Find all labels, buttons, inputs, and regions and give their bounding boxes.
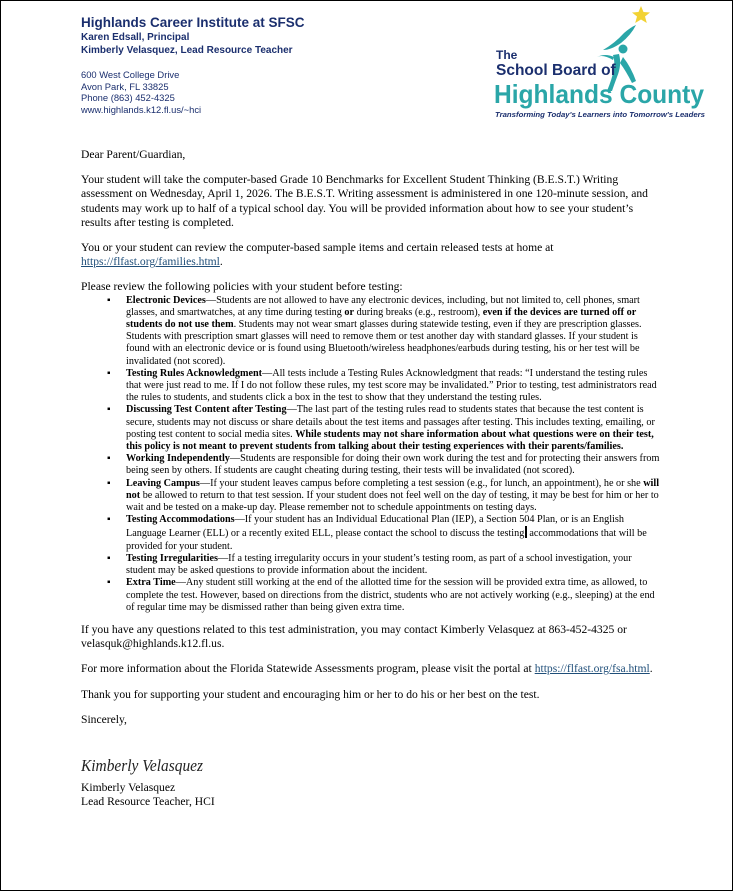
school-name: Highlands Career Institute at SFSC — [81, 15, 305, 30]
policy-text: —Students are responsible for doing their own work during the test and for protecting their answers from being seen by others. If students are caught cheating during testing, their tests will be invalidated (not scored). — [126, 453, 660, 477]
families-link[interactable]: https://flfast.org/families.html — [81, 255, 220, 269]
questions-paragraph: If you have any questions related to this test administration, you may contact Kimberly Velasquez at 863-452-4325 or velasquk@highlands.k12.fl.us. — [81, 622, 627, 651]
address-website: www.highlands.k12.fl.us/~hci — [81, 103, 202, 115]
policy-item-testing-rules — [126, 368, 663, 405]
policy-text: . Students may not wear smart glasses during statewide testing, even if they are prescription glasses. Students with prescription smart glasses will need to remove them or test another day with standard glasses. If your student is found with an electronic device or is found using Bluetooth/wireless headphones/earbuds during testing, his or her test will be invalidated (not scored). — [126, 319, 642, 367]
address-street: 600 West College Drive — [81, 69, 180, 80]
policy-title: Extra Time — [126, 577, 176, 589]
policy-text: —If a testing irregularity occurs in your student’s testing room, as part of a school investigation, your student may be asked questions to provide information about the incident. — [126, 552, 632, 577]
sample-items-paragraph — [81, 241, 663, 269]
logo-the: The — [496, 48, 518, 62]
policy-text: accommodations that will be provided for your student. — [126, 528, 647, 552]
signature-script: Kimberly Velasquez — [81, 755, 204, 775]
policy-item-working-independently — [126, 453, 663, 477]
policy-title: Testing Rules Acknowledgment — [126, 367, 263, 379]
school-board-logo — [493, 3, 713, 123]
policy-item-extra-time — [126, 577, 663, 614]
policy-title: Testing Accommodations — [126, 514, 235, 526]
letterhead — [81, 14, 305, 57]
policy-item-discussing-content — [126, 404, 663, 453]
policy-list — [81, 295, 663, 614]
sample-items-text: You or your student can review the computer-based sample items and certain released tests at home at — [81, 241, 554, 255]
star-icon — [632, 6, 650, 23]
fsa-info-paragraph — [81, 662, 663, 676]
policy-bold-text: While students may not share information about what questions were on their test, this policy is not meant to prevent students from talking about their testing experiences with their parents/families. — [126, 428, 654, 453]
handwritten-signature — [81, 755, 261, 777]
policy-text: —If your student leaves campus before completing a test session (e.g., for lunch, an appointment), he or she — [199, 477, 644, 489]
policy-intro: Please review the following policies with your student before testing: — [81, 280, 403, 294]
policy-item-electronic-devices — [126, 295, 663, 368]
policy-text: —Students are not allowed to have any electronic devices, including, but not limited to, cell phones, smart glasses, and smartwatches, at any time during testing — [126, 294, 640, 318]
letter-body — [81, 148, 663, 809]
lead-teacher-line: Kimberly Velasquez, Lead Resource Teacher — [81, 45, 293, 56]
intro-paragraph: Your student will take the computer-based Grade 10 Benchmarks for Excellent Student Thinking (B.E.S.T.) Writing assessment on Wednesday, April 1, 2026. The B.E.S.T. Writing assessment is administered in one 120-minute session, and students may work up to half of a typical school day. You will be provided information about how to see your student’s results after testing is completed. — [81, 173, 648, 229]
policy-item-leaving-campus — [126, 478, 663, 515]
policy-title: Leaving Campus — [126, 477, 200, 489]
policy-title: Discussing Test Content after Testing — [126, 404, 287, 416]
fsa-link[interactable]: https://flfast.org/fsa.html — [534, 662, 650, 676]
policy-title: Working Independently — [126, 453, 230, 465]
sample-items-period: . — [219, 255, 223, 269]
policy-text: —The last part of the testing rules read to students states that because the test content is secure, students may not discuss or share details about the test items and passages after testing. This includes texting, emailing, or posting test content to social media sites. — [126, 404, 655, 440]
greeting: Dear Parent/Guardian, — [81, 148, 186, 161]
school-address — [81, 69, 201, 115]
signer-name: Kimberly Velasquez — [81, 781, 176, 795]
closing: Sincerely, — [81, 712, 127, 726]
principal-line: Karen Edsall, Principal — [81, 32, 190, 43]
logo-line2: Highlands County — [494, 79, 705, 109]
policy-text: —Any student still working at the end of the allotted time for the session will be provided extra time, as allowed, to complete the test. However, based on directions from the district, students who are not actively working (e.g., sleeping) at the end of regular time may be dismissed rather than being given extra time. — [126, 577, 655, 613]
policy-bold-text: or — [344, 306, 355, 318]
fsa-info-text: For more information about the Florida Statewide Assessments program, please visit the portal at — [81, 662, 535, 676]
policy-text: during breaks (e.g., restroom), — [354, 306, 483, 318]
policy-title: Electronic Devices — [126, 294, 206, 306]
address-city: Avon Park, FL 33825 — [81, 80, 169, 92]
fsa-info-period: . — [649, 662, 653, 676]
signer-title: Lead Resource Teacher, HCI — [81, 795, 215, 809]
address-phone: Phone (863) 452-4325 — [81, 92, 175, 104]
policy-title: Testing Irregularities — [126, 552, 218, 564]
policy-bold-text: even if the devices are turned off or students do not use them — [126, 306, 637, 331]
logo-line1: School Board of — [496, 62, 616, 79]
policy-text: be allowed to return to that test session. If your student does not feel well on the day of testing, it may be best for him or her to wait and be tested on a make-up day. Please remember not to schedule appointments on testing days. — [126, 489, 659, 514]
thank-you-paragraph: Thank you for supporting your student and encouraging him or her to do his or her best on the test. — [81, 687, 540, 701]
policy-text: —All tests include a Testing Rules Acknowledgment that reads: “I understand the testing rules that were just read to me. If I do not follow these rules, my test score may be invalidated.” Prior to testing, test administrators read the rules to students, and students click a box in the test to show that they understand the testing rules. — [126, 367, 657, 404]
policy-item-irregularities — [126, 553, 663, 577]
policy-bold-text: will not — [126, 477, 660, 501]
policy-text: —If your student has an Individual Educational Plan (IEP), a Section 504 Plan, or is an English Language Learner (ELL) or a recently exited ELL, please contact the school to discuss the testing — [126, 514, 624, 540]
logo-tagline: Transforming Today's Learners into Tomorrow's Leaders — [495, 110, 705, 119]
policy-item-accommodations — [126, 514, 663, 553]
